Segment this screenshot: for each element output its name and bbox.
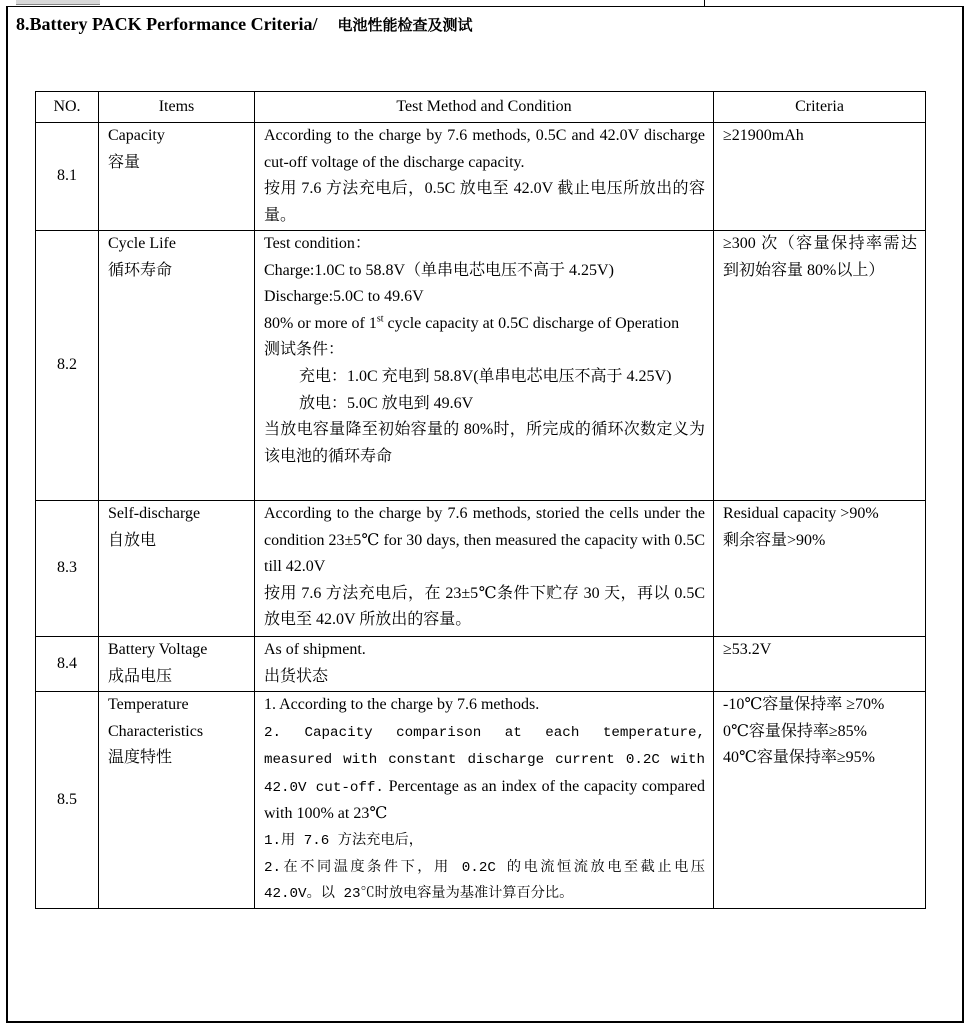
- criteria-text: 40℃容量保持率≥95%: [723, 749, 876, 767]
- header-method: Test Method and Condition: [255, 92, 714, 123]
- method-text: cycle capacity at 0.5C discharge of Operation: [383, 314, 680, 332]
- method-line: Test condition：: [264, 235, 371, 252]
- row-item: [99, 501, 255, 637]
- method-text: 80% or more of 1: [264, 314, 377, 332]
- ordinal-suffix: st: [376, 313, 384, 325]
- header-no: NO.: [36, 92, 99, 123]
- row-item: [99, 231, 255, 501]
- method-line: 1. According to the charge by 7.6 methods.: [264, 696, 540, 713]
- row-item: [99, 692, 255, 909]
- row-number: 8.3: [36, 501, 99, 637]
- method-text: As of shipment.: [264, 641, 366, 658]
- criteria-text: -10℃容量保持率 ≥70%: [723, 696, 885, 713]
- row-number: 8.4: [36, 637, 99, 692]
- criteria-text: ≥21900mAh: [723, 127, 804, 144]
- table-row: [36, 501, 926, 637]
- section-title: [16, 14, 473, 35]
- method-line-cn: 1.用 7.6 方法充电后，: [264, 832, 423, 849]
- item-label-cn: 循环寿命: [108, 261, 173, 279]
- item-label-en: Battery Voltage: [108, 641, 208, 658]
- item-label-en: Temperature: [108, 696, 189, 713]
- item-label-cn: 容量: [108, 153, 141, 171]
- row-criteria: [714, 692, 926, 909]
- row-number: 8.1: [36, 123, 99, 231]
- row-method: [255, 501, 714, 637]
- row-criteria: [714, 123, 926, 231]
- item-label-cn: 自放电: [108, 531, 157, 549]
- row-number: 8.2: [36, 231, 99, 501]
- criteria-text: Residual capacity >90%: [723, 505, 879, 522]
- method-line: 测试条件：: [264, 341, 345, 359]
- item-label-en: Capacity: [108, 127, 165, 144]
- row-method: [255, 692, 714, 909]
- method-text-cn: 按用 7.6 方法充电后，0.5C 放电至 42.0V 截止电压所放出的容量。: [264, 180, 705, 224]
- criteria-text: ≥53.2V: [723, 641, 772, 658]
- header-cell-shade: [16, 0, 100, 5]
- section-title-cn: 电池性能检查及测试: [337, 16, 473, 34]
- criteria-text: 0℃容量保持率≥85%: [723, 722, 868, 740]
- method-line: 充电：1.0C 充电到 58.8V(单串电芯电压不高于 4.25V): [299, 367, 672, 385]
- method-text-cn: 出货状态: [264, 667, 329, 685]
- table-row: [36, 692, 926, 909]
- item-label-en: Self-discharge: [108, 505, 201, 522]
- method-text-cn: 按用 7.6 方法充电后，在 23±5℃条件下贮存 30 天，再以 0.5C 放电至 42.0V 所放出的容量。: [264, 584, 705, 629]
- row-item: [99, 123, 255, 231]
- method-line-temp: [264, 719, 705, 828]
- header-criteria: Criteria: [714, 92, 926, 123]
- row-criteria: [714, 637, 926, 692]
- method-text: According to the charge by 7.6 methods, storied the cells under the condition 23±5℃ for 30 days, then measured the capacity with 0.5C till 42.0V: [264, 505, 705, 576]
- method-line: 当放电容量降至初始容量的 80%时，所完成的循环次数定义为该电池的循环寿命: [264, 421, 705, 465]
- method-line-cn: 2.在不同温度条件下，用 0.2C 的电流恒流放电至截止电压 42.0V。以 23℃时放电容量为基准计算百分比。: [264, 859, 705, 903]
- row-method: [255, 637, 714, 692]
- header-items: Items: [99, 92, 255, 123]
- table-row: [36, 231, 926, 501]
- table-header-row: [36, 92, 926, 123]
- row-criteria: [714, 501, 926, 637]
- table-row: [36, 637, 926, 692]
- section-title-en: 8.Battery PACK Performance Criteria/: [16, 14, 318, 34]
- item-label-cn: 温度特性: [108, 749, 173, 767]
- item-label-en-2: Characteristics: [108, 722, 204, 740]
- criteria-text-cn: 剩余容量>90%: [723, 531, 826, 549]
- row-number: 8.5: [36, 692, 99, 909]
- item-label-cn: 成品电压: [108, 667, 173, 685]
- criteria-text: ≥300 次（容量保持率需达到初始容量 80%以上）: [723, 235, 917, 279]
- method-line-cycle: [264, 311, 705, 338]
- method-text-mono: 2. Capacity comparison at each temperature, measured with constant discharge current 0.2C with 42.0V cut-off.: [264, 724, 705, 796]
- row-method: [255, 123, 714, 231]
- criteria-table: [35, 91, 926, 909]
- item-label-en: Cycle Life: [108, 235, 176, 252]
- table-row: [36, 123, 926, 231]
- row-item: [99, 637, 255, 692]
- method-line: Charge:1.0C to 58.8V（单串电芯电压不高于 4.25V): [264, 261, 614, 279]
- row-criteria: [714, 231, 926, 501]
- method-line: Discharge:5.0C to 49.6V: [264, 288, 424, 306]
- method-text: According to the charge by 7.6 methods, 0.5C and 42.0V discharge cut-off voltage of the discharge capacity.: [264, 127, 705, 171]
- method-text: Percentage as an index of the capacity compared with 100% at 23℃: [264, 777, 705, 823]
- method-line: 放电：5.0C 放电到 49.6V: [299, 394, 474, 412]
- row-method: [255, 231, 714, 501]
